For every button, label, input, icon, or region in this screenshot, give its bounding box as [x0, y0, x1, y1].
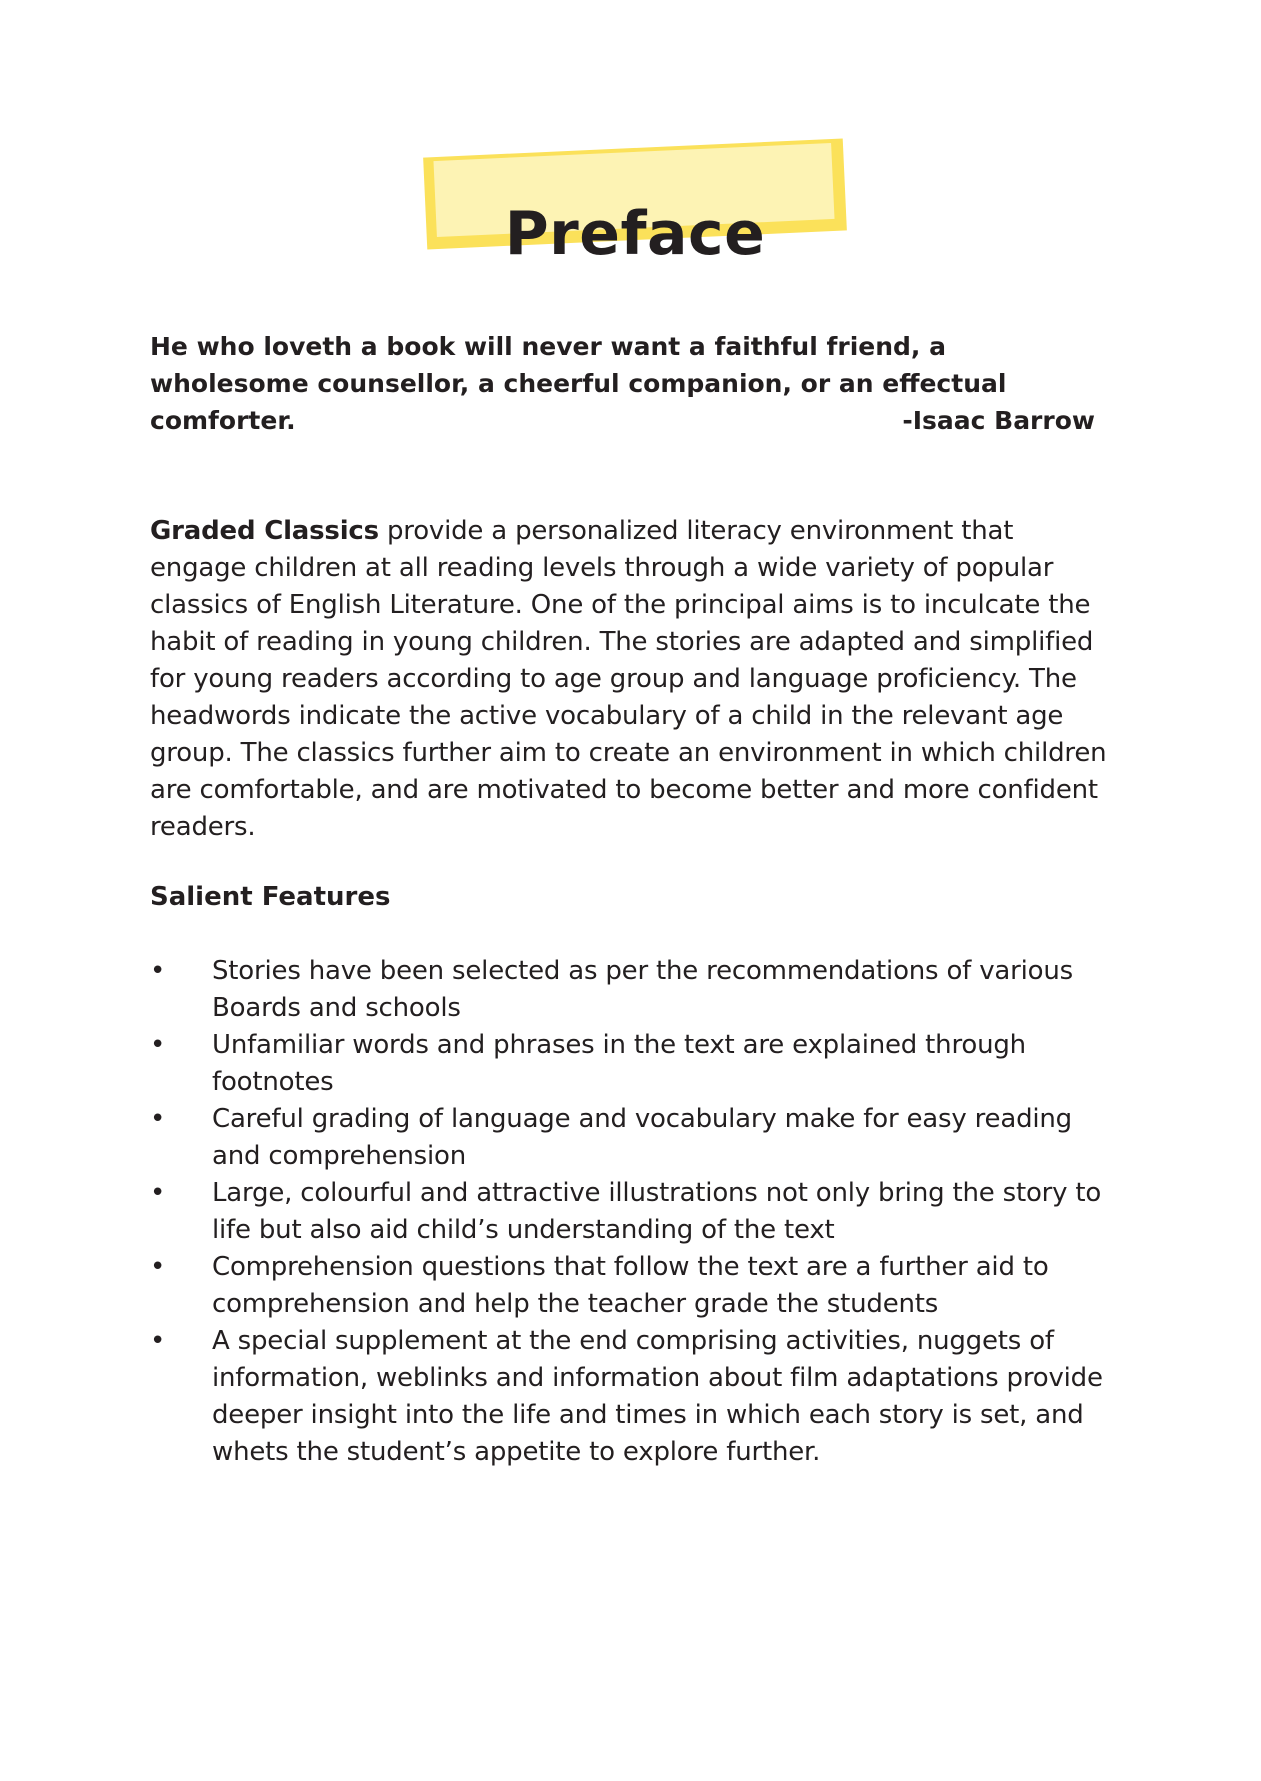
list-item [150, 953, 1125, 1027]
epigraph-quote: He who loveth a book will never want a faithful friend, a wholesome counsellor, a cheerful companion, or an effectual comforter. [150, 332, 1007, 435]
section-heading-salient-features: Salient Features [150, 882, 391, 912]
epigraph-attribution: -Isaac Barrow [902, 406, 1095, 435]
list-item-text: Large, colourful and attractive illustrations not only bring the story to life but also aid child’s understanding of the text [212, 1178, 1102, 1245]
list-item [150, 1101, 1125, 1175]
list-item [150, 1027, 1125, 1101]
intro-body: provide a personalized literacy environment that engage children at all reading levels through a wide variety of popular classics of English Literature. One of the principal aims is to inculcate the habit of reading in young children. The stories are adapted and simplified for young readers according to age group and language proficiency. The headwords indicate the active vocabulary of a child in the relevant age group. The classics further aim to create an environment in which children are comfortable, and are motivated to become better and more confident readers. [150, 516, 1107, 842]
features-list [150, 953, 1125, 1471]
list-item-text: Careful grading of language and vocabulary make for easy reading and comprehension [212, 1104, 1072, 1171]
bullet-icon: • [150, 1178, 166, 1208]
title-banner [425, 140, 845, 270]
list-item [150, 1323, 1125, 1471]
bullet-icon: • [150, 1030, 166, 1060]
page-title: Preface [504, 199, 766, 270]
bullet-icon: • [150, 956, 166, 986]
list-item-text: Comprehension questions that follow the text are a further aid to comprehension and help the teacher grade the students [212, 1252, 1049, 1319]
intro-paragraph [150, 513, 1115, 846]
list-item-text: Unfamiliar words and phrases in the text are explained through footnotes [212, 1030, 1026, 1097]
bullet-icon: • [150, 1326, 166, 1356]
list-item [150, 1175, 1125, 1249]
list-item [150, 1249, 1125, 1323]
bullet-icon: • [150, 1252, 166, 1282]
bullet-icon: • [150, 1104, 166, 1134]
intro-lead: Graded Classics [150, 516, 379, 546]
list-item-text: A special supplement at the end comprising activities, nuggets of information, weblinks and information about film adaptations provide deeper insight into the life and times in which each story is set, and whets the student’s appetite to explore further. [212, 1326, 1103, 1467]
list-item-text: Stories have been selected as per the recommendations of various Boards and schools [212, 956, 1073, 1023]
